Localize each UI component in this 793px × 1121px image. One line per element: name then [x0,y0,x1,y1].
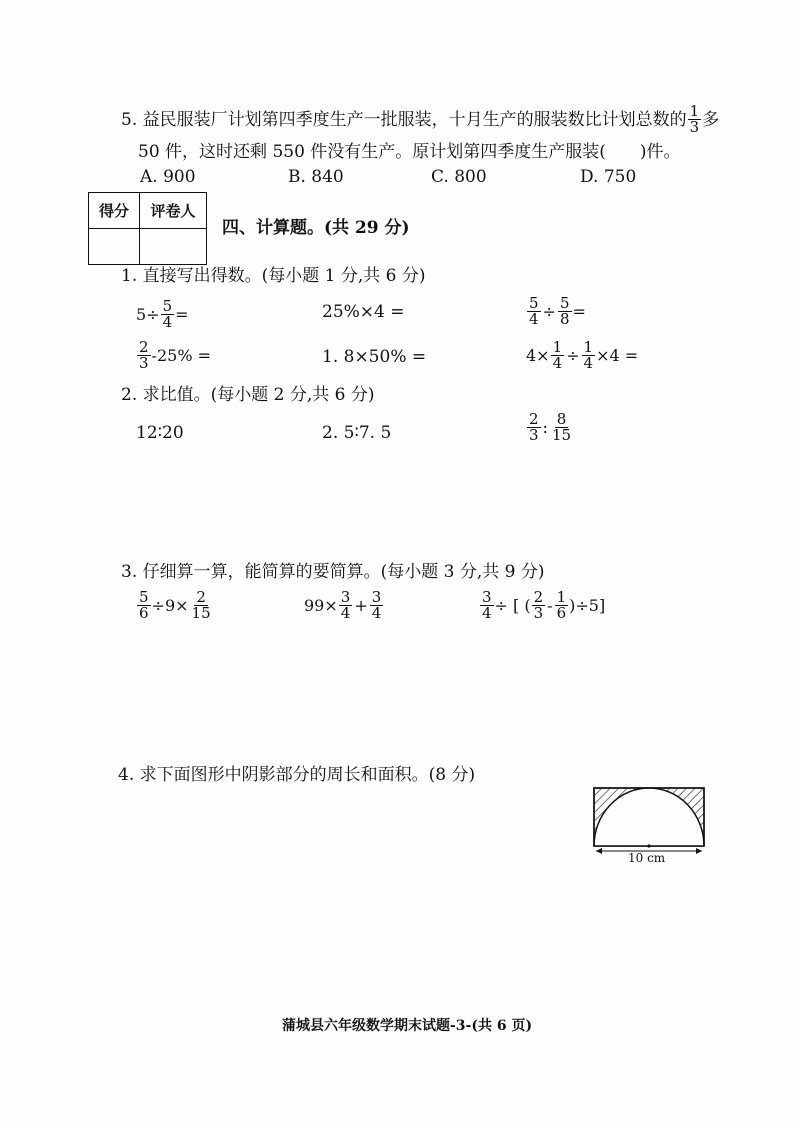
p3-expr-2: 99× $\frac{3}{4}$ + $\frac{3}{4}$ [304,588,382,622]
score-cell [89,229,140,265]
dimension-label: 10 cm [628,851,666,865]
p3-title: 3. 仔细算一算，能简算的要简算。(每小题 3 分,共 9 分) [121,562,545,582]
grader-header: 评卷人 [140,193,207,229]
section-title: 四、计算题。(共 29 分) [222,218,410,238]
p3-expr-1: $\frac{5}{6}$ ÷9× $\frac{2}{15}$ [139,588,211,622]
score-header: 得分 [89,193,140,229]
p1-title: 1. 直接写出得数。(每小题 1 分,共 6 分) [121,266,426,286]
p2-expr-2: 2. 5∶7. 5 [322,423,392,443]
q5-option-c: C. 800 [431,167,487,187]
page-footer: 蒲城县六年级数学期末试题-3-(共 6 页) [282,1018,533,1034]
q5-option-b: B. 840 [288,167,344,187]
q5-line1: 5. 益民服装厂计划第四季度生产一批服装，十月生产的服装数比计划总数的 $\frac{1}{3}$ 多 [121,102,720,136]
p2-expr-1: 12∶20 [136,423,184,443]
p1-expr-2: 25%×4 = [322,302,405,322]
grader-cell [140,229,207,265]
p4-title: 4. 求下面图形中阴影部分的周长和面积。(8 分) [118,765,476,785]
p1-expr-5: 1. 8×50% = [322,347,427,367]
q5-option-a: A. 900 [140,167,196,187]
p2-expr-3: $\frac{2}{3}$ : $\frac{8}{15}$ [529,410,572,444]
score-table [88,192,207,265]
p1-expr-4: $\frac{2}{3}$ -25% = [139,338,212,372]
q5-line2: 50 件，这时还剩 550 件没有生产。原计划第四季度生产服装( )件。 [138,142,681,162]
p1-expr-3: $\frac{5}{4}$ ÷ $\frac{5}{8}$ = [529,294,586,328]
p2-title: 2. 求比值。(每小题 2 分,共 6 分) [121,385,375,405]
q5-fraction: $\frac{1}{3}$ [689,102,700,136]
p3-expr-3: $\frac{3}{4}$ ÷ [ ( $\frac{2}{3}$ - $\frac{1}{6}$ )÷5] [482,588,606,622]
q5-option-d: D. 750 [580,167,637,187]
center-point [647,844,650,847]
p1-expr-6: 4× $\frac{1}{4}$ ÷ $\frac{1}{4}$ ×4 = [526,338,639,372]
p1-expr-1: 5÷ $\frac{5}{4}$ = [136,297,189,331]
